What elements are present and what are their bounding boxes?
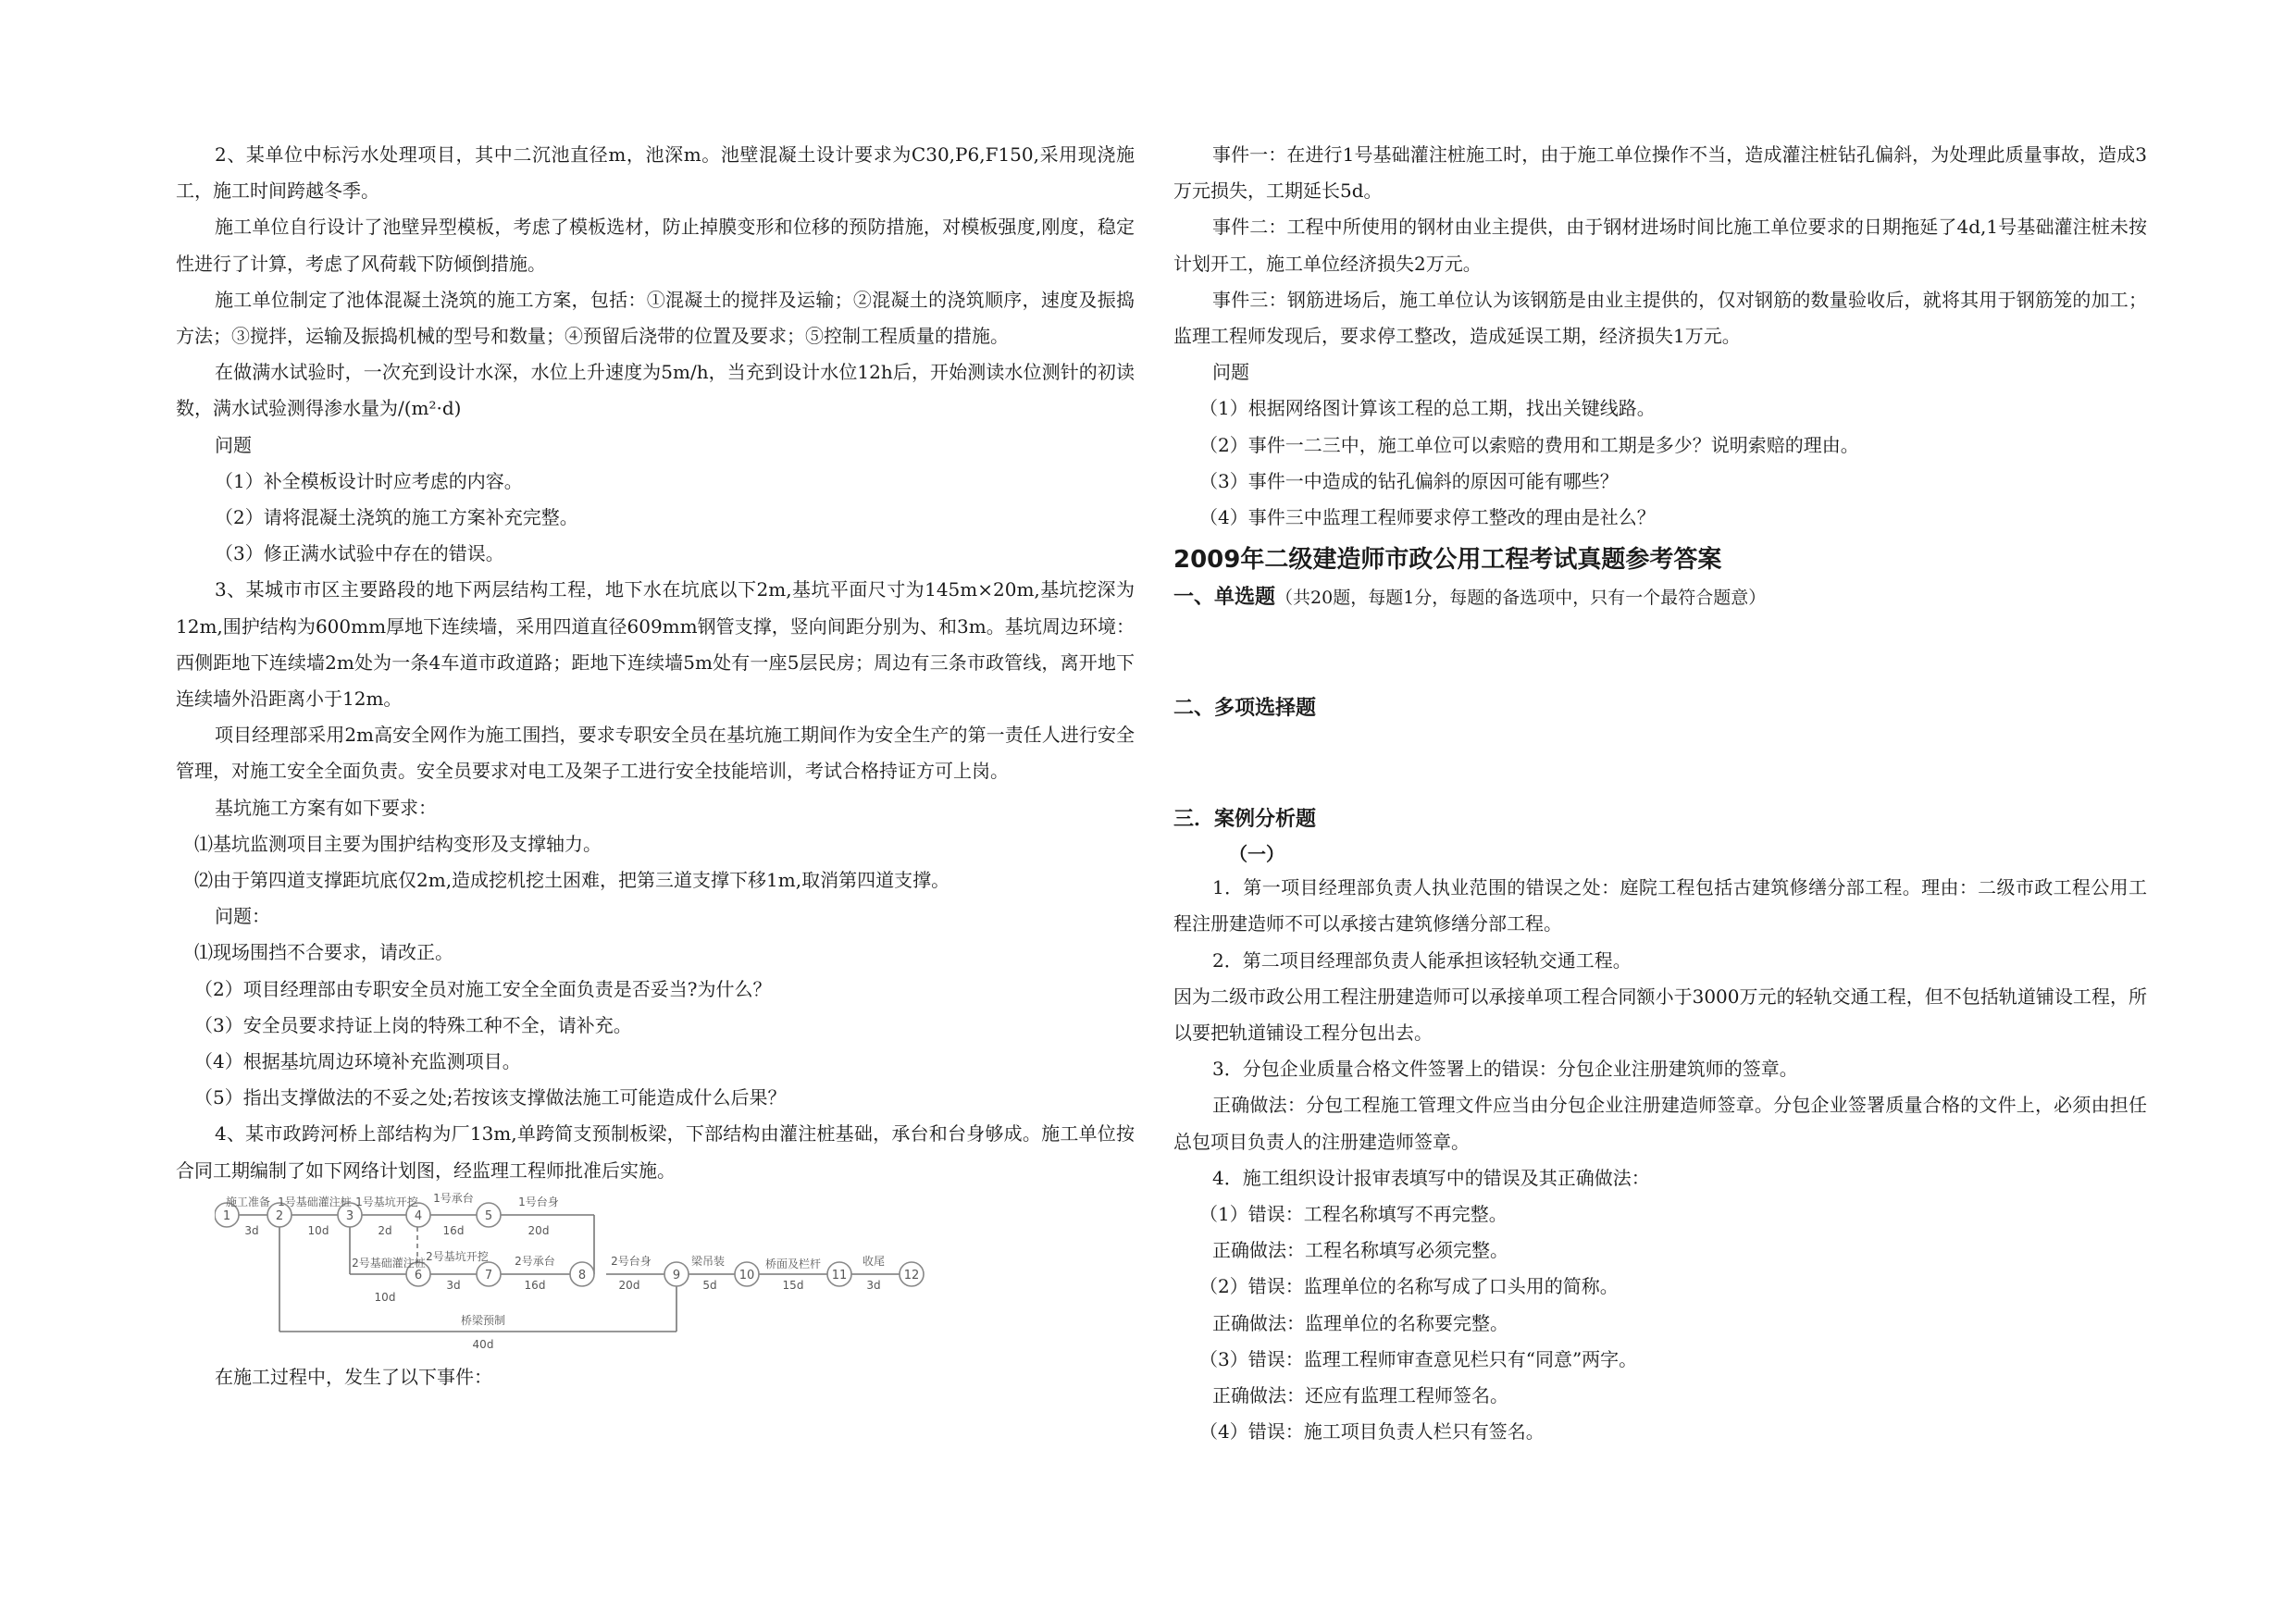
activity-label: 桥梁预制 [460,1313,506,1327]
node-label: 11 [831,1268,848,1282]
left-column [176,137,1135,1395]
list-item: ⑵由于第四道支撑距坑底仅2m,造成挖机挖土困难，把第三道支撑下移1m,取消第四道支撑。 [194,869,950,892]
right-column [1173,137,2147,1450]
section-label: 一、单选题 [1173,586,1276,610]
question-item: （5）指出支撑做法的不妥之处;若按该支撑做法施工可能造成什么后果？ [194,1086,787,1109]
activity-label: 收尾 [862,1254,886,1268]
activity-label: 1号台身 [518,1195,559,1208]
node-label: 12 [903,1268,920,1282]
question-heading: 问题 [215,433,252,456]
activity-duration: 10d [307,1223,329,1237]
answer-paragraph: 因为二级市政公用工程注册建造师可以承接单项工程合同额小于3000万元的轻轨交通工程，但不包括轨道铺设工程，所以要把轨道铺设工程分包出去。 [1173,985,2147,1045]
answer-item: 正确做法：监理单位的名称要完整。 [1212,1311,1508,1334]
event-paragraph: 事件一：在进行1号基础灌注桩施工时，由于施工单位操作不当，造成灌注桩钻孔偏斜，为处理此质量事故，造成3万元损失，工期延长5d。 [1173,143,2147,203]
question-heading: 问题： [215,905,270,928]
paragraph: 施工单位自行设计了池壁异型模板，考虑了模板选材，防止掉膜变形和位移的预防措施，对模板强度,刚度，稳定性进行了计算，考虑了风荷载下防倾倒措施。 [176,216,1135,275]
paragraph: 在做满水试验时，一次充到设计水深，水位上升速度为5m/h，当充到设计水位12h后，开始测读水位测针的初读数，满水试验测得渗水量为/(m²·d) [176,361,1135,420]
node-label: 6 [414,1268,423,1282]
paragraph: 2、某单位中标污水处理项目，其中二沉池直径m，池深m。池壁混凝土设计要求为C30,P6,F150,采用现浇施工，施工时间跨越冬季。 [176,143,1135,203]
answer-title: 2009年二级建造师市政公用工程考试真题参考答案 [1173,546,1722,575]
activity-label: 1号承台 [433,1192,474,1205]
question-item: （4）事件三中监理工程师要求停工整改的理由是社么？ [1199,506,1656,529]
paragraph: 在施工过程中，发生了以下事件： [215,1365,492,1388]
node-label: 9 [672,1268,681,1282]
question-item: （2）项目经理部由专职安全员对施工安全全面负责是否妥当?为什么？ [194,977,772,1000]
answer-paragraph: 正确做法：分包工程施工管理文件应当由分包企业注册建造师签章。分包企业签署质量合格的文件上，必须由担任总包项目负责人的注册建造师签章。 [1173,1094,2147,1153]
node-label: 5 [484,1208,493,1223]
question-item: （2）事件一二三中，施工单位可以索赔的费用和工期是多少？说明索赔的理由。 [1199,433,1859,456]
section-heading: 三．案例分析题 [1173,808,1317,832]
activity-label: 2号承台 [515,1254,555,1268]
node-label: 4 [414,1208,423,1223]
node-label: 10 [738,1268,755,1282]
activity-duration: 20d [618,1278,640,1292]
answer-item: 正确做法：工程名称填写必须完整。 [1212,1239,1508,1262]
activity-label: 2号基坑开挖 [426,1249,489,1263]
activity-duration: 5d [702,1278,717,1292]
node-label: 3 [345,1208,354,1223]
question-item: （1）根据网络图计算该工程的总工期，找出关键线路。 [1199,397,1656,420]
node-label: 7 [484,1268,493,1282]
node-label: 1 [222,1208,231,1223]
question-item: （3）修正满水试验中存在的错误。 [215,542,504,565]
answer-paragraph: 1．第一项目经理部负责人执业范围的错误之处：庭院工程包括古建筑修缮分部工程。理由：二级市政工程公用工程注册建造师不可以承接古建筑修缮分部工程。 [1173,876,2147,935]
question-heading: 问题 [1212,361,1249,384]
list-item: ⑴基坑监测项目主要为围护结构变形及支撑轴力。 [194,832,602,855]
question-item: ⑴现场围挡不合要求，请改正。 [194,941,453,964]
activity-duration: 3d [866,1278,881,1292]
activity-label: 2号台身 [611,1254,652,1268]
activity-duration: 16d [442,1223,465,1237]
question-item: （2）请将混凝土浇筑的施工方案补充完整。 [215,506,578,529]
node-label: 8 [577,1268,587,1282]
answer-item: 正确做法：还应有监理工程师签名。 [1212,1384,1508,1407]
activity-label: 桥面及栏杆 [764,1257,822,1270]
answer-paragraph: 4．施工组织设计报审表填写中的错误及其正确做法： [1212,1166,1650,1189]
case-label: （一） [1229,843,1285,866]
paragraph: 施工单位制定了池体混凝土浇筑的施工方案，包括：①混凝土的搅拌及运输；②混凝土的浇筑顺序，速度及振捣方法；③搅拌，运输及振捣机械的型号和数量；④预留后浇带的位置及要求；⑤控制工程质量的措施。 [176,288,1135,348]
event-paragraph: 事件二：工程中所使用的钢材由业主提供，由于钢材进场时间比施工单位要求的日期拖延了4d,1号基础灌注桩未按计划开工，施工单位经济损失2万元。 [1173,216,2147,275]
network-plan-diagram [215,1193,964,1359]
activity-duration: 2d [378,1223,392,1237]
question-item: （1）补全模板设计时应考虑的内容。 [215,469,523,492]
node-label: 2 [275,1208,284,1223]
activity-label: 施工准备 [225,1195,271,1208]
answer-item: （3）错误：监理工程师审查意见栏只有“同意”两字。 [1199,1347,1638,1370]
activity-duration: 3d [446,1278,461,1292]
activity-duration: 20d [527,1223,550,1237]
answer-paragraph: 2．第二项目经理部负责人能承担该轻轨交通工程。 [1212,948,1632,972]
event-paragraph: 事件三：钢筋进场后，施工单位认为该钢筋是由业主提供的，仅对钢筋的数量验收后，就将其用于钢筋笼的加工；监理工程师发现后，要求停工整改，造成延误工期，经济损失1万元。 [1173,288,2147,348]
answer-item: （4）错误：施工项目负责人栏只有签名。 [1199,1420,1545,1443]
paragraph: 基坑施工方案有如下要求： [215,796,437,819]
section-heading: 二、多项选择题 [1173,697,1317,721]
activity-label: 梁吊装 [690,1254,726,1268]
activity-duration: 15d [782,1278,804,1292]
question-item: （3）安全员要求持证上岗的特殊工种不全，请补充。 [194,1013,632,1036]
answer-item: （2）错误：监理单位的名称写成了口头用的简称。 [1199,1275,1619,1298]
question-item: （3）事件一中造成的钻孔偏斜的原因可能有哪些？ [1199,469,1619,492]
activity-label: 1号基坑开挖 [355,1195,418,1208]
section-note: （共20题，每题1分，每题的备选项中，只有一个最符合题意） [1275,588,1767,609]
answer-paragraph: 3．分包企业质量合格文件签署上的错误：分包企业注册建筑师的签章。 [1212,1058,1798,1081]
paragraph: 4、某市政跨河桥上部结构为厂13m,单跨简支预制板梁，下部结构由灌注桩基础，承台和台身够成。施工单位按合同工期编制了如下网络计划图，经监理工程师批准后实施。 [176,1122,1135,1182]
activity-duration: 10d [374,1290,396,1304]
paragraph: 项目经理部采用2m高安全网作为施工围挡，要求专职安全员在基坑施工期间作为安全生产的第一责任人进行安全管理，对施工安全全面负责。安全员要求对电工及架子工进行安全技能培训，考试合格持证方可上岗。 [176,724,1135,783]
question-item: （4）根据基坑周边环境补充监测项目。 [194,1050,521,1073]
activity-label: 1号基础灌注桩 [278,1195,352,1208]
activity-duration: 3d [244,1223,259,1237]
paragraph: 3、某城市市区主要路段的地下两层结构工程，地下水在坑底以下2m,基坑平面尺寸为145m×20m,基坑挖深为12m,围护结构为600mm厚地下连续墙，采用四道直径609mm钢管支撑，竖向间距分别为、和3m。基坑周边环境：西侧距地下连续墙2m处为一条4车道市政道路；距地下连续墙5m处有一座5层民房；周边有三条市政管线，离开地下连续墙外沿距离小于12m。 [176,578,1135,711]
activity-duration: 16d [524,1278,546,1292]
answer-item: （1）错误：工程名称填写不再完整。 [1199,1203,1508,1226]
activity-label: 2号基础灌注桩 [352,1256,426,1270]
activity-duration: 40d [472,1337,494,1351]
section-heading [1173,578,2147,616]
